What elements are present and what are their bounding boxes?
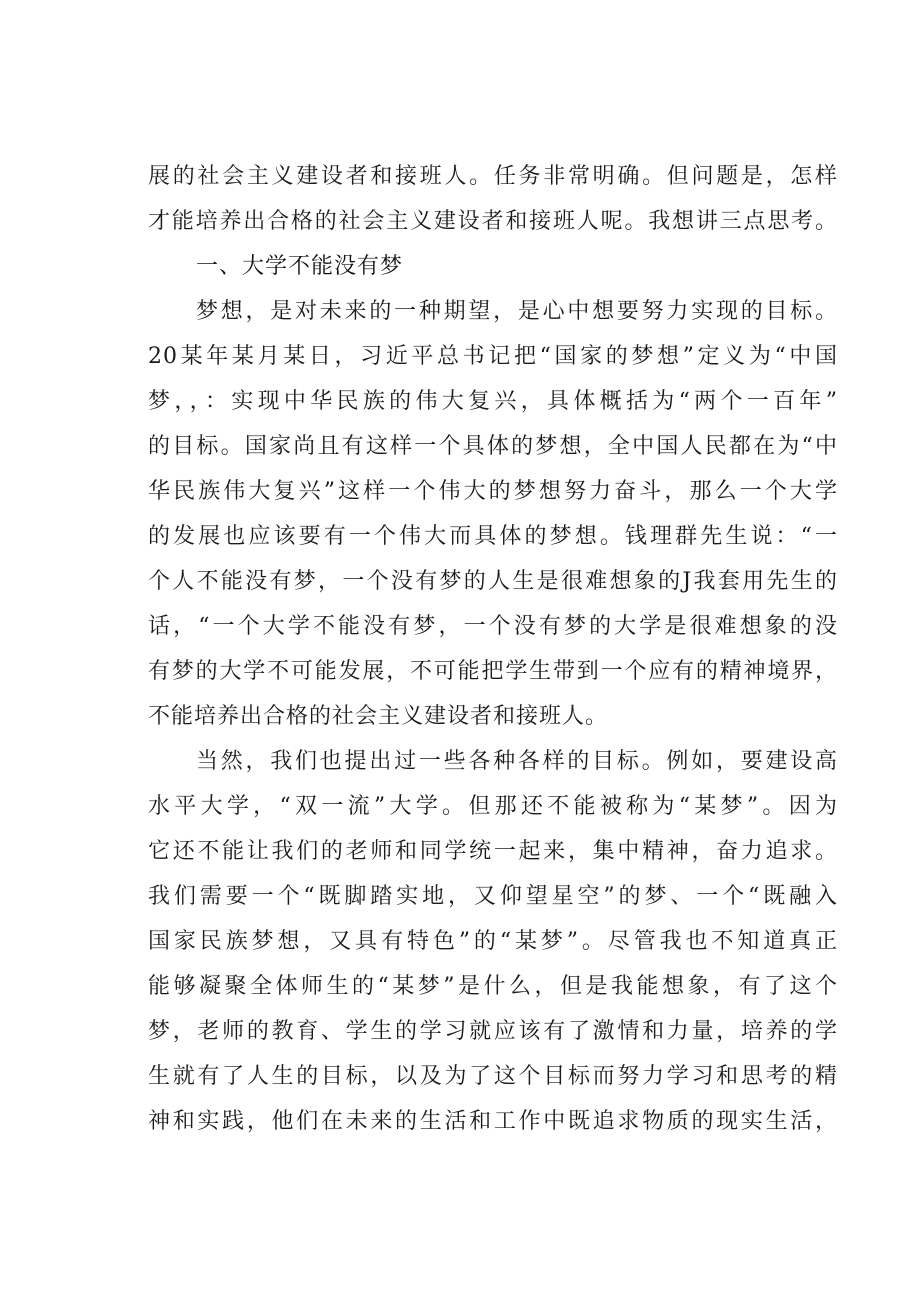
section-heading: 一、大学不能没有梦 (196, 254, 404, 279)
paragraph2-line-7: 梦，老师的教育、学生的学习就应该有了激情和力量，培养的学 (148, 1019, 838, 1044)
paragraph2-line-4: 我们需要一个“既脚踏实地，又仰望星空”的梦、一个“既融入 (148, 884, 838, 909)
paragraph1-line-2: 20某年某月某日，习近平总书记把“国家的梦想”定义为“中国 (148, 344, 838, 369)
paragraph1-line-7: 个人不能没有梦，一个没有梦的人生是很难想象的J我套用先生的 (148, 569, 838, 594)
paragraph1-line-8: 话，“一个大学不能没有梦，一个没有梦的大学是很难想象的没 (148, 614, 838, 639)
paragraph2-line-1: 当然，我们也提出过一些各种各样的目标。例如，要建设高 (196, 749, 838, 774)
paragraph1-line-10: 不能培养出合格的社会主义建设者和接班人。 (148, 704, 609, 729)
paragraph2-line-3: 它还不能让我们的老师和同学统一起来，集中精神，奋力追求。 (148, 839, 838, 864)
paragraph1-line-4: 的目标。国家尚且有这样一个具体的梦想，全中国人民都在为“中 (148, 434, 838, 459)
paragraph1-line-9: 有梦的大学不可能发展，不可能把学生带到一个应有的精神境界， (148, 659, 838, 684)
intro-line-2: 才能培养出合格的社会主义建设者和接班人呢。我想讲三点思考。 (148, 209, 838, 234)
paragraph2-line-5: 国家民族梦想，又具有特色”的“某梦”。尽管我也不知道真正 (148, 929, 838, 954)
paragraph2-line-2: 水平大学，“双一流”大学。但那还不能被称为“某梦”。因为 (148, 794, 838, 819)
paragraph2-line-6: 能够凝聚全体师生的“某梦”是什么，但是我能想象，有了这个 (148, 974, 838, 999)
intro-line-1: 展的社会主义建设者和接班人。任务非常明确。但问题是，怎样 (148, 164, 838, 189)
paragraph1-line-5: 华民族伟大复兴”这样一个伟大的梦想努力奋斗，那么一个大学 (148, 479, 838, 504)
paragraph2-line-9: 神和实践，他们在未来的生活和工作中既追求物质的现实生活， (148, 1109, 838, 1134)
paragraph1-line-6: 的发展也应该要有一个伟大而具体的梦想。钱理群先生说：“一 (148, 524, 838, 549)
paragraph2-line-8: 生就有了人生的目标，以及为了这个目标而努力学习和思考的精 (148, 1064, 838, 1089)
paragraph1-line-3: 梦，，：实现中华民族的伟大复兴，具体概括为“两个一百年” (148, 389, 838, 414)
paragraph1-line-1: 梦想，是对未来的一种期望，是心中想要努力实现的目标。 (196, 299, 838, 324)
